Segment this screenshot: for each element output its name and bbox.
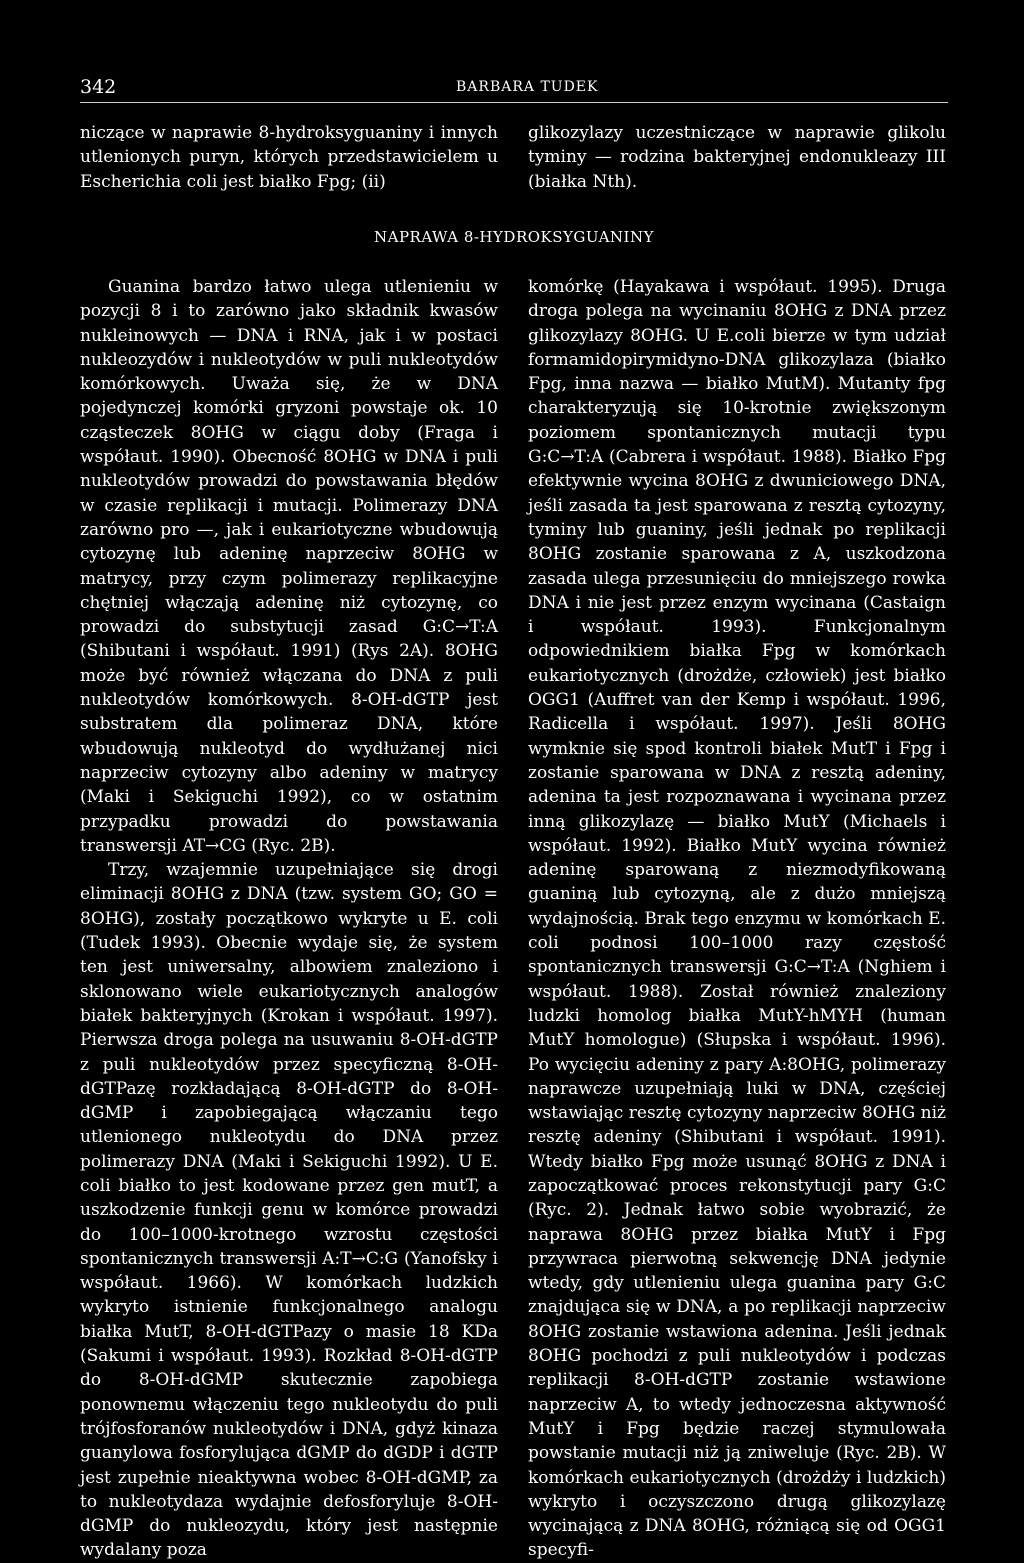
left-paragraph-2: Trzy, wzajemnie uzupełniające się drogi eliminacji 8OHG z DNA (tzw. system GO; GO = 8OHG), zostały początkowo wykryte u E. coli (Tudek 1993). Obecnie wydaje się, że system ten jest uniwersalny, albowiem znaleziono i sklonowano wiele eukariotycznych analogów białek bakteryjnych (Krokan i współaut. 1997). Pierwsza droga polega na usuwaniu 8-OH-dGTP z puli nukleotydów przez specyficzną 8-OH-dGTPazę rozkładającą 8-OH-dGTP do 8-OH-dGMP i zapobiegającą włączaniu tego utlenionego nukleotydu do DNA przez polimerazy DNA (Maki i Sekiguchi 1992). U E. coli białko to jest kodowane przez gen mutT, a uszkodzenie funkcji genu w komórce prowadzi do 100–1000-krotnego wzrostu częstości spontanicznych transwersji A:T→C:G (Yanofsky i współaut. 1966). W komórkach ludzkich wykryto istnienie funkcjonalnego analogu białka MutT, 8-OH-dGTPazy o masie 18 KDa (Sakumi i współaut. 1993). Rozkład 8-OH-dGTP do 8-OH-dGMP skutecznie zapobiega ponownemu włączeniu tego nukleotydu do puli trójfosforanów nukleotydów i DNA, gdyż kinaza guanylowa fosforylująca dGMP do dGDP i dGTP jest zupełnie nieaktywna wobec 8-OH-dGMP, za to nukleotydaza wydajnie defosforyluje 8-OH-dGMP do nukleozydu, który jest następnie wydalany poza (80, 860, 498, 1561)
top-right-column (528, 121, 946, 194)
running-author: BARBARA TUDEK (456, 79, 599, 95)
left-paragraph-1: Guanina bardzo łatwo ulega utlenieniu w pozycji 8 i to zarówno jako składnik kwasów nukleinowych — DNA i RNA, jak i w postaci nukleozydów i nukleotydów w puli nukleotydów komórkowych. Uważa się, że w DNA pojedynczej komórki gryzoni powstaje ok. 10 cząsteczek 8OHG w ciągu doby (Fraga i współaut. 1990). Obecność 8OHG w DNA i puli nukleotydów prowadzi do powstawania błędów w czasie replikacji i mutacji. Polimerazy DNA zarówno pro —, jak i eukariotyczne wbudowują cytozynę lub adeninę naprzeciw 8OHG w matrycy, przy czym polimerazy replikacyjne chętniej włączają adeninę niż cytozynę, co prowadzi do substytucji zasad G:C→T:A (Shibutani i współaut. 1991) (Rys 2A). 8OHG może być również włączana do DNA z puli nukleotydów komórkowych. 8-OH-dGTP jest substratem dla polimeraz DNA, które wbudowują nukleotyd do wydłużanej nici naprzeciw cytozyny albo adeniny w matrycy (Maki i Sekiguchi 1992), co w ostatnim przypadku prowadzi do powstawania transwersji AT→CG (Ryc. 2B). (80, 277, 498, 856)
top-left-column (80, 121, 498, 194)
page-number: 342 (80, 76, 117, 98)
left-column (80, 275, 498, 1563)
section-heading: NAPRAWA 8-HYDROKSYGUANINY (373, 228, 654, 246)
right-column (528, 275, 946, 1563)
right-paragraph-1: komórkę (Hayakawa i współaut. 1995). Druga droga polega na wycinaniu 8OHG z DNA przez glikozylazy 8OHG. U E.coli bierze w tym udział formamidopirymidyno-DNA glikozylaza (białko Fpg, inna nazwa — białko MutM). Mutanty fpg charakteryzują się 10-krotnie zwiększonym poziomem spontanicznych mutacji typu G:C→T:A (Cabrera i współaut. 1988). Białko Fpg efektywnie wycina 8OHG z dwuniciowego DNA, jeśli zasada ta jest sparowana z resztą cytozyny, tyminy lub guaniny, jeśli jednak po replikacji 8OHG zostanie sparowana z A, uszkodzona zasada ulega przesunięciu do mniejszego rowka DNA i nie jest przez enzym wycinana (Castaign i współaut. 1993). Funkcjonalnym odpowiednikiem białka Fpg w komórkach eukariotycznych (drożdże, człowiek) jest białko OGG1 (Auffret van der Kemp i współaut. 1996, Radicella i współaut. 1997). Jeśli 8OHG wymknie się spod kontroli białek MutT i Fpg i zostanie sparowana w DNA z resztą adeniny, adenina ta jest rozpoznawana i wycinana przez inną glikozylazę — białko MutY (Michaels i współaut. 1992). Białko MutY wycina również adeninę sparowaną z niezmodyfikowaną guaniną lub cytozyną, ale z dużo mniejszą wydajnością. Brak tego enzymu w komórkach E. coli podnosi 100–1000 razy częstość spontanicznych transwersji G:C→T:A (Nghiem i współaut. 1988). Został również znaleziony ludzki homolog białka MutY-hMYH (human MutY homologue) (Słupska i współaut. 1996). Po wycięciu adeniny z pary A:8OHG, polimerazy naprawcze uzupełniają luki w DNA, częściej wstawiając resztę cytozyny naprzeciw 8OHG niż resztę adeniny (Shibutani i współaut. 1991). Wtedy białko Fpg może usunąć 8OHG z DNA i zapoczątkować proces rekonstytucji pary G:C (Ryc. 2). Jednak łatwo sobie wyobrazić, że naprawa 8OHG przez białka MutY i Fpg przywraca pierwotną sekwencję DNA jedynie wtedy, gdy utlenieniu ulega guanina pary G:C znajdująca się w DNA, a po replikacji naprzeciw 8OHG zostanie wstawiona adenina. Jeśli jednak 8OHG pochodzi z puli nukleotydów i podczas replikacji 8-OH-dGTP zostanie wstawione naprzeciw A, to wtedy jednoczesna aktywność MutY i Fpg będzie raczej stymulowała powstanie mutacji niż ją zniweluje (Ryc. 2B). W komórkach eukariotycznych (drożdży i ludzkich) wykryto i oczyszczono drugą glikozylazę wycinającą z DNA 8OHG, różniącą się od OGG1 specyfi- (528, 277, 946, 1561)
top-left-paragraph: niczące w naprawie 8-hydroksyguaniny i innych utlenionych puryn, których przedstawicielem u Escherichia coli jest białko Fpg; (ii) (80, 123, 498, 192)
running-header (80, 74, 948, 103)
top-right-paragraph: glikozylazy uczestniczące w naprawie glikolu tyminy — rodzina bakteryjnej endonukleazy III (białka Nth). (528, 123, 946, 192)
